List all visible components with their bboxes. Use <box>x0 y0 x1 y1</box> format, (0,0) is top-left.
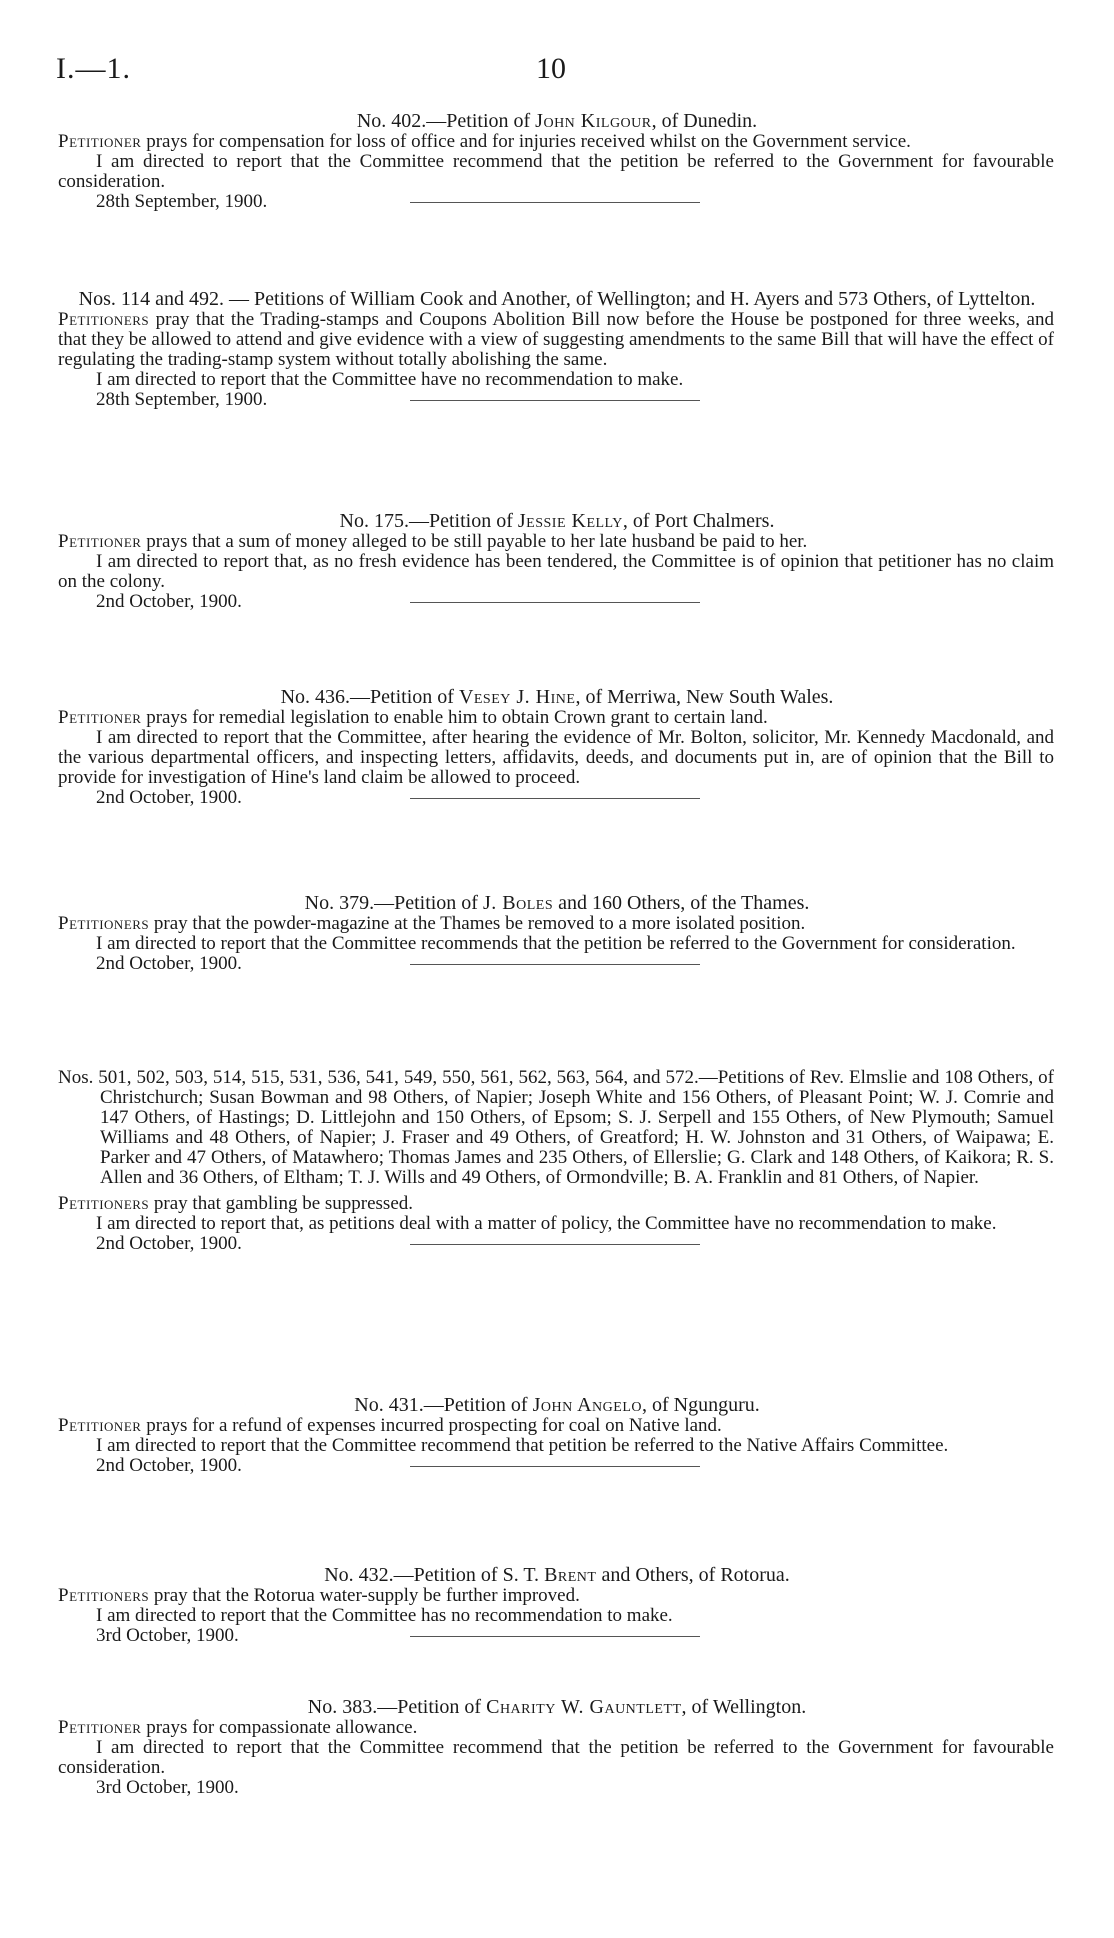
report-text: I am directed to report that the Committee recommends that the petition be referred to the Government for consideration. <box>96 933 1016 954</box>
report-text: I am directed to report that the Committee have no recommendation to make. <box>96 369 684 390</box>
petition-heading: Nos. 114 and 492. — Petitions of William Cook and Another, of Wellington; and H. Ayers and 573 Others, of Lyttelton. <box>78 288 1036 310</box>
report-text: I am directed to report that the Committee has no recommendation to make. <box>96 1605 673 1626</box>
report-text: I am directed to report that the Committee recommend that the petition be referred to the Government for favourable consideration. <box>58 151 1054 192</box>
report-date: 28th September, 1900. <box>96 389 268 410</box>
report-text: I am directed to report that the Committee, after hearing the evidence of Mr. Bolton, solicitor, Mr. Kennedy Macdonald, and the various departmental officers, and inspecting letters, affidavits, deeds, and documents put in, are of opinion that the Bill to provide for investigation of Hine's land claim be allowed to proceed. <box>58 727 1054 788</box>
petition-entry-402 <box>0 110 1114 212</box>
petition-heading: No. 383.—Petition of Charity W. Gauntlett, of Wellington. <box>307 1696 807 1718</box>
petition-text: Petitioners pray that the powder-magazine at the Thames be removed to a more isolated position. <box>58 913 806 934</box>
report-date: 3rd October, 1900. <box>96 1625 239 1646</box>
report-date: 2nd October, 1900. <box>96 591 242 612</box>
petition-entry-114-492 <box>0 288 1114 410</box>
petition-heading: No. 402.—Petition of John Kilgour, of Dunedin. <box>356 110 758 132</box>
petition-entry-379 <box>0 892 1114 974</box>
section-divider <box>410 964 700 965</box>
section-divider <box>410 202 700 203</box>
petition-entry-436 <box>0 686 1114 808</box>
petition-heading: Nos. 501, 502, 503, 514, 515, 531, 536, 541, 549, 550, 561, 562, 563, 564, and 572.—Petitions of Rev. Elmslie and 108 Others, of Christchurch; Susan Bowman and 98 Others, of Napier; Joseph White and 156 Others, of Pleasant Point; W. J. Comrie and 147 Others, of Hastings; D. Littlejohn and 150 Others, of Epsom; S. J. Serpell and 155 Others, of New Plymouth; Samuel Williams and 48 Others, of Napier; J. Fraser and 49 Others, of Greatford; H. W. Johnston and 31 Others, of Waipawa; E. Parker and 47 Others, of Matawhero; Thomas James and 235 Others, of Ellerslie; G. Clark and 148 Others, of Kaikora; R. S. Allen and 36 Others, of Eltham; T. J. Wills and 49 Others, of Ormondville; B. A. Franklin and 81 Others, of Napier. <box>58 1067 1054 1188</box>
report-date: 2nd October, 1900. <box>96 787 242 808</box>
report-date: 2nd October, 1900. <box>96 1233 242 1254</box>
page-number: 10 <box>536 52 566 85</box>
petition-text: Petitioners pray that the Trading-stamps and Coupons Abolition Bill now before the House be postponed for three weeks, and that they be allowed to attend and give evidence with a view of suggesting amendments to the same Bill that will have the effect of regulating the trading-stamp system without totally abolishing the same. <box>58 309 1054 370</box>
petition-text: Petitioner prays for compassionate allowance. <box>58 1717 418 1738</box>
petition-entry-432 <box>0 1564 1114 1646</box>
petition-text: Petitioner prays for a refund of expenses incurred prospecting for coal on Native land. <box>58 1415 722 1436</box>
section-divider <box>410 1466 700 1467</box>
report-date: 2nd October, 1900. <box>96 1455 242 1476</box>
report-text: I am directed to report that, as petitions deal with a matter of policy, the Committee have no recommendation to make. <box>96 1213 997 1234</box>
report-date: 3rd October, 1900. <box>96 1777 239 1798</box>
petition-heading: No. 379.—Petition of J. Boles and 160 Others, of the Thames. <box>304 892 810 914</box>
section-divider <box>410 602 700 603</box>
petition-entry-431 <box>0 1394 1114 1476</box>
petition-heading: No. 436.—Petition of Vesey J. Hine, of Merriwa, New South Wales. <box>280 686 834 708</box>
petition-heading: No. 175.—Petition of Jessie Kelly, of Port Chalmers. <box>339 510 775 532</box>
report-text: I am directed to report that the Committee recommend that the petition be referred to the Government for favourable consideration. <box>58 1737 1054 1778</box>
petition-text: Petitioner prays for compensation for loss of office and for injuries received whilst on the Government service. <box>58 131 911 152</box>
report-date: 2nd October, 1900. <box>96 953 242 974</box>
section-divider <box>410 400 700 401</box>
petition-text: Petitioners pray that gambling be suppressed. <box>58 1193 414 1214</box>
report-text: I am directed to report that, as no fresh evidence has been tendered, the Committee is of opinion that petitioner has no claim on the colony. <box>58 551 1054 592</box>
petition-heading: No. 432.—Petition of S. T. Brent and Others, of Rotorua. <box>324 1564 790 1586</box>
section-divider <box>410 1636 700 1637</box>
page-header <box>56 52 1056 92</box>
petition-heading: No. 431.—Petition of John Angelo, of Ngunguru. <box>354 1394 760 1416</box>
petition-entry-gambling <box>0 1068 1114 1254</box>
petition-text: Petitioner prays that a sum of money alleged to be still payable to her late husband be paid to her. <box>58 531 808 552</box>
petition-entry-383 <box>0 1696 1114 1798</box>
section-divider <box>410 798 700 799</box>
section-divider <box>410 1244 700 1245</box>
report-text: I am directed to report that the Committee recommend that petition be referred to the Native Affairs Committee. <box>96 1435 949 1456</box>
report-date: 28th September, 1900. <box>96 191 268 212</box>
petition-entry-175 <box>0 510 1114 612</box>
petition-text: Petitioners pray that the Rotorua water-supply be further improved. <box>58 1585 580 1606</box>
petition-text: Petitioner prays for remedial legislation to enable him to obtain Crown grant to certain land. <box>58 707 768 728</box>
paper-reference: I.—1. <box>56 52 131 85</box>
